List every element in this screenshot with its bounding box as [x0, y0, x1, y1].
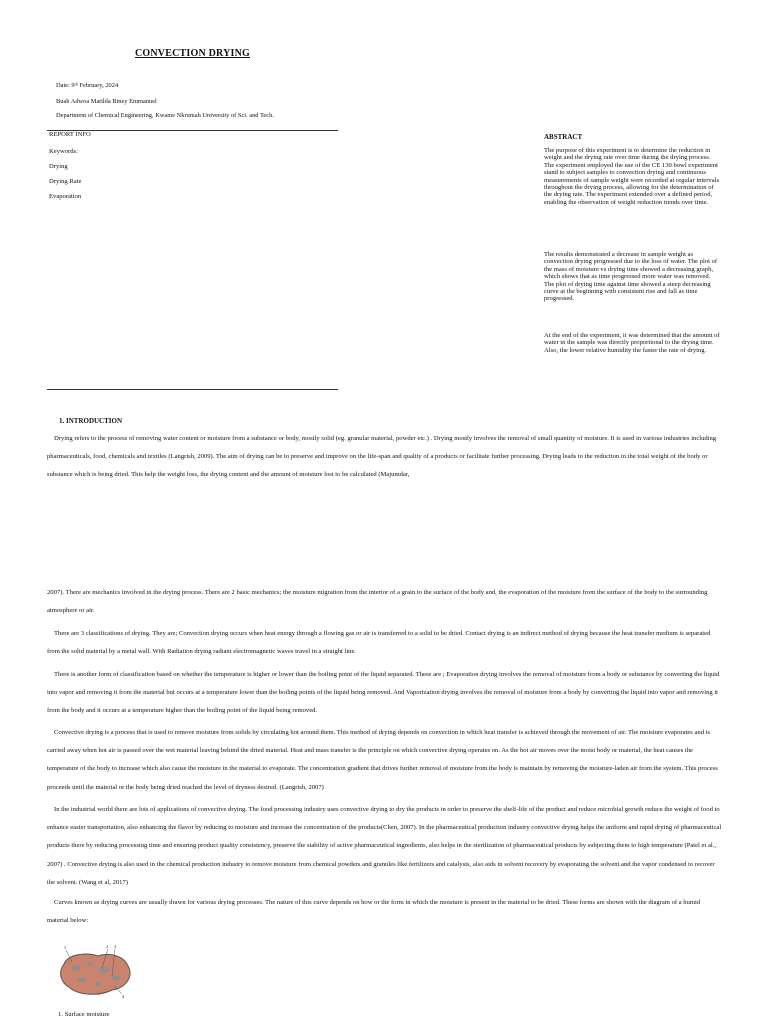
paper-title: CONVECTION DRYING [134, 48, 250, 59]
intro-paragraph-6: Curves known as drying curves are usually drawn for various drying processes. The nature of this curve depends on how or the form in which the moisture is present in the material to be dried. These forms are shown with the diagram of a humid material below: [47, 899, 701, 925]
abstract-paragraph-1: The purpose of this experiment is to determine the reduction in weight and the drying rate over time during the drying process. The experiment employed the use of the CE 130 bowl experiment stand to subject samples to convection drying and continuous measurements of sample weight were recorded at regular intervals throughout the drying process, allowing for the determination of the drying rate. The experiment extended over a defined period, enabling the observation of weight reduction trends over time. [544, 147, 720, 206]
intro-paragraph-3: There is another form of classification based on whether the temperature is higher or lower than the boiling point of the liquid separated. These are ; Evaporation drying involves the removal of moisture from a body or substance by converting the liquid into vapor and removing it from the material but occurs at a temperature lower than the boiling points of the liquid being removed. And Vaporization drying involves the removal of moisture from a body by converting the liquid into vapor and removing it from the body and it occurs at a temperature higher than the boiling point of the liquid being removed. [47, 671, 720, 715]
report-info-bottom-rule [47, 389, 338, 390]
intro-paragraph-2: There are 3 classifications of drying. They are; Convection drying occurs when heat energy through a flowing gas or air is transferred to a solid to be dried. Contact drying is an indirect method of drying because the heat transfer medium is separated from the solid material by a metal wall. With Radiation drying radiant electromagnetic waves travel in a straight line. [47, 630, 711, 656]
date: Date: 9ᵗʰ February, 2024 [56, 82, 119, 89]
abstract-heading: ABSTRACT [544, 133, 583, 141]
introduction-heading: 1. INTRODUCTION [59, 417, 123, 425]
figure-label-3: 3 [114, 944, 116, 949]
abstract-paragraph-3: At the end of the experiment, it was determined that the amount of water in the sample was directly proportional to the drying time. Also, the lower relative humidity the faster the rate of drying. [544, 332, 720, 354]
abstract-paragraph-2: The results demonstrated a decrease in sample weight as convection drying progressed due to the loss of water. The plot of the mass of moisture vs drying time showed a decreasing graph, which shows that as time progressed more water was removed. The plot of drying time against time showed a steep decreasing curve at the beginning with consistent rise and fall as time progressed. [544, 251, 718, 303]
figure-label-4: 4 [122, 994, 124, 999]
keywords-label: Keywords: [49, 148, 78, 155]
authors: Buah Adwoa Matilda Biney Emmanuel [56, 98, 157, 105]
intro-paragraph-1-continued: 2007). There are mechanics involved in the drying process. There are 2 basic mechanics; the moisture migration from the interior of a grain to the surface of the body and, the evaporation of the moisture from the surface of the body to the surrounding atmosphere or air. [47, 589, 708, 615]
moisture-form-list-item: 1. Surface moisture [58, 1011, 110, 1018]
figure-label-2: 2 [106, 944, 108, 949]
keyword-3: Evaporation [49, 193, 82, 200]
intro-paragraph-1: Drying refers to the process of removing water content or moisture from a substance or body, mostly solid (eg. granular material, powder etc.) . Drying mostly involves the removal of small quantity of moisture. It is used in various industries including pharmaceuticals, food, chemicals and textiles (Langrish, 2009). The aim of drying can be to preserve and improve on the life-span and quality of a products or facilitate further processing. Drying leads to the reduction in the total weight of the body or substance which is being dried. This help the weight loss, the drying content and the amount of moisture lost to be calculated (Majumdar, [47, 435, 717, 479]
keyword-1: Drying [49, 163, 68, 170]
report-info-heading: REPORT INFO [49, 131, 91, 138]
affiliation: Department of Chemical Engineering, Kwame Nkrumah University of Sci. and Tech. [56, 112, 274, 119]
intro-paragraph-5: In the industrial world there are lots of applications of convective drying. The food processing industry uses convective drying to dry the products in order to preserve the shelf-life of the product and reduce microbial growth reduce the weight of food to enhance easier transportation, also enhancing the flavor by reducing to moisture and increase the concentration of the products(Chen, 2007). In the pharmaceutical production industry convective drying helps the uniform and rapid drying of pharmaceutical products there by reducing processing time and ensuring product quality consistency, preserve the stability of active pharmaceutical ingredients, also helps in the sterilization of pharmaceutical products by subjecting them to high temperature (Patel et al., 2007) . Convective drying is also used in the chemical production industry to remove moisture from chemical powders and granules like fertilizers and catalysts, also aids in solvent recovery by evaporating the solvent and the vapor condensed to recover the solvent. (Wang et al, 2017) [47, 806, 722, 886]
keyword-2: Drying Rate [49, 178, 82, 185]
figure-label-1: 1 [64, 945, 66, 950]
intro-paragraph-4: Convective drying is a process that is used to remove moisture from solids by circulating hot around them. This method of drying depends on convection in which heat transfer is achieved through the movement of air. The moisture evaporates and is carried away when hot air is passed over the wet material leaving behind the dried material. Heat and mass transfer is the principle on which convective drying operates on. As the hot air moves over the moist body or material, the heat causes the temperature of the body to increase which also cause the moisture in the material to evaporate. The concentration gradient that drives further removal of moisture from the body is maintain by removing the moisture-laden air from the system. This process proceeds until the material or the body being dried reached the level of dryness desired. (Langrish, 2007) [47, 729, 718, 791]
humid-material-diagram [52, 942, 142, 1002]
